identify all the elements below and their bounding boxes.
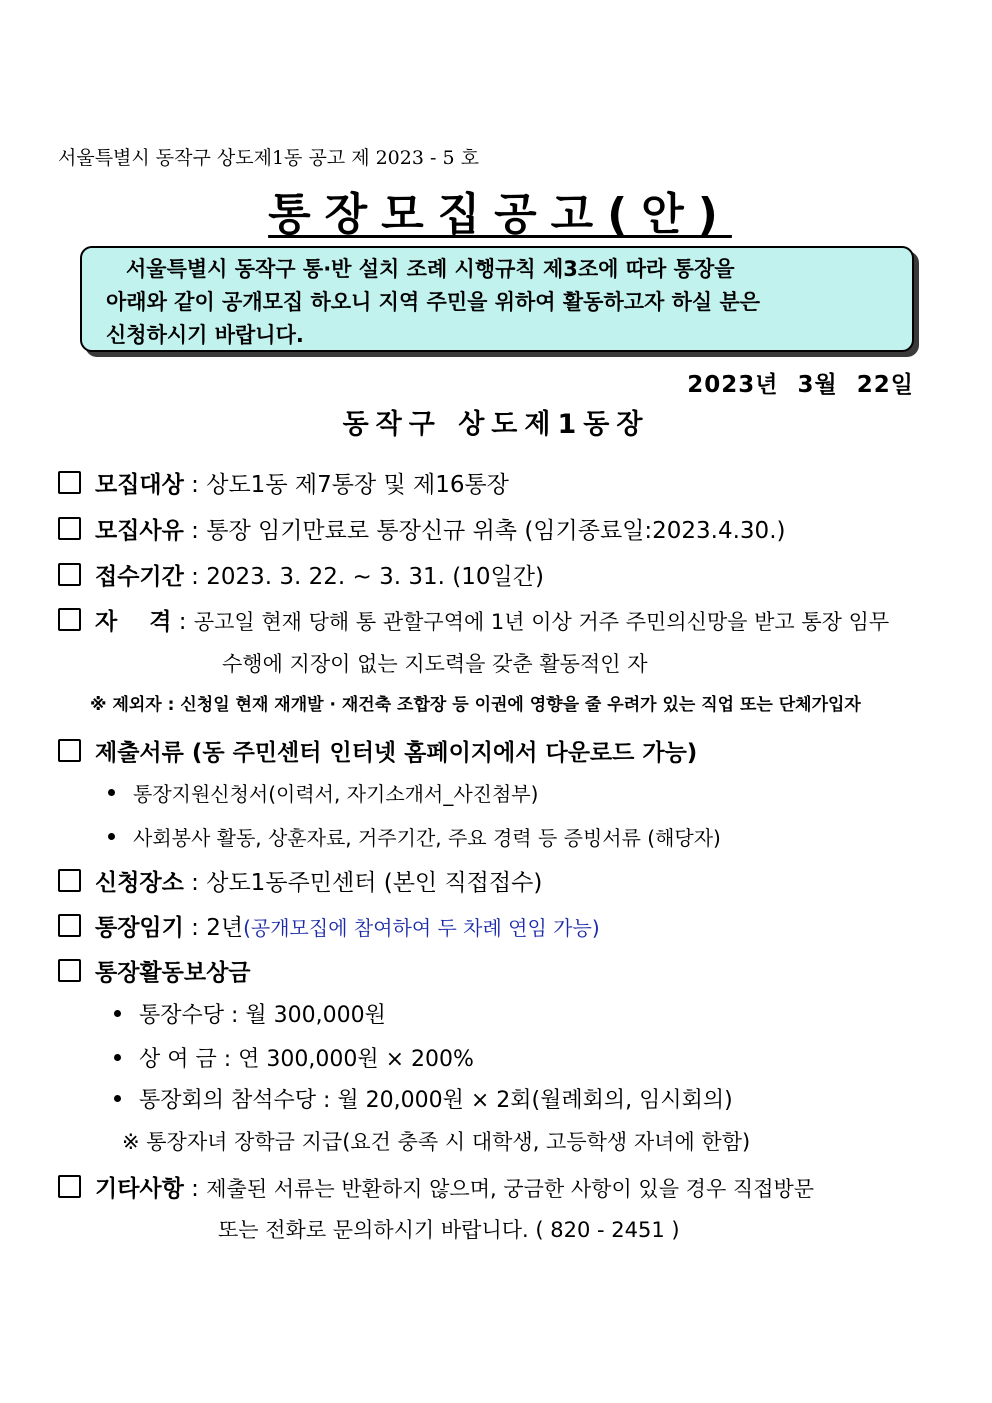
notice-date: 2023년 3월 22일 xyxy=(687,372,914,398)
intro-line-1: 서울특별시 동작구 통·반 설치 조례 시행규칙 제3조에 따라 통장을 xyxy=(126,257,735,281)
bullet-icon xyxy=(114,1095,121,1102)
list-item: 상 여 금 : 연 300,000원 × 200% xyxy=(114,1042,474,1073)
other-line-1: 제출된 서류는 반환하지 않으며, 궁금한 사항이 있을 경우 직접방문 xyxy=(206,1177,815,1201)
list-item: 사회봉사 활동, 상훈자료, 거주기간, 주요 경력 등 증빙서류 (해당자) xyxy=(108,822,721,851)
bullet-icon xyxy=(108,789,115,796)
section-label: 모집대상 xyxy=(95,472,184,498)
section-label: 자 격 xyxy=(95,609,172,635)
qualification-line-2: 수행에 지장이 없는 지도력을 갖춘 활동적인 자 xyxy=(222,652,648,676)
list-item: 통장수당 : 월 300,000원 xyxy=(114,998,386,1029)
checkbox-icon xyxy=(58,914,81,937)
checkbox-icon xyxy=(58,517,81,540)
section-label: 통장활동보상금 xyxy=(95,960,251,986)
section-place: 신청장소 : 상도1동주민센터 (본인 직접접수) xyxy=(58,864,542,897)
intro-line-2: 아래와 같이 공개모집 하오니 지역 주민을 위하여 활동하고자 하실 분은 xyxy=(106,290,761,314)
section-period: 접수기간 : 2023. 3. 22. ~ 3. 31. (10일간) xyxy=(58,558,544,591)
section-value: 2023. 3. 22. ~ 3. 31. (10일간) xyxy=(206,564,544,590)
checkbox-icon xyxy=(58,959,81,982)
section-term: 통장임기 : 2년(공개모집에 참여하여 두 차례 연임 가능) xyxy=(58,909,600,942)
issuer: 동작구 상도제1동장 xyxy=(342,409,650,440)
section-label: 기타사항 xyxy=(95,1176,184,1202)
section-label: 접수기간 xyxy=(95,564,184,590)
intro-line-3: 신청하시기 바랍니다. xyxy=(106,323,304,347)
list-item: 통장회의 참석수당 : 월 20,000원 × 2회(월례회의, 임시회의) xyxy=(114,1083,733,1114)
qualification-line-1: 공고일 현재 당해 통 관할구역에 1년 이상 거주 주민의신망을 받고 통장 임무 xyxy=(193,610,890,634)
section-documents xyxy=(58,734,697,767)
bullet-icon xyxy=(114,1054,121,1061)
notice-number: 서울특별시 동작구 상도제1동 공고 제 2023 - 5 호 xyxy=(58,147,479,169)
section-target: 모집대상 : 상도1동 제7통장 및 제16통장 xyxy=(58,466,509,499)
checkbox-icon xyxy=(58,869,81,892)
checkbox-icon xyxy=(58,739,81,762)
other-line-2: 또는 전화로 문의하시기 바랍니다. ( 820 - 2451 ) xyxy=(218,1218,680,1242)
checkbox-icon xyxy=(58,471,81,494)
section-qualification: 자 격 : 공고일 현재 당해 통 관할구역에 1년 이상 거주 주민의신망을 받고 통장 임무 xyxy=(58,603,889,636)
bullet-icon xyxy=(114,1010,121,1017)
checkbox-icon xyxy=(58,608,81,631)
checkbox-icon xyxy=(58,1175,81,1198)
section-compensation xyxy=(58,954,251,987)
page-title: 통장모집공고(안) xyxy=(268,189,732,240)
exclusion-note: ※ 제외자 : 신청일 현재 재개발 · 재건축 조합장 등 이권에 영향을 줄 우려가 있는 직업 또는 단체가입자 xyxy=(90,695,861,715)
section-value: 2년 xyxy=(206,915,244,941)
section-reason: 모집사유 : 통장 임기만료로 통장신규 위촉 (임기종료일:2023.4.30.) xyxy=(58,512,785,545)
term-note: (공개모집에 참여하여 두 차례 연임 가능) xyxy=(243,916,600,940)
list-item: 통장지원신청서(이력서, 자기소개서_사진첨부) xyxy=(108,778,538,807)
scholarship-note: ※ 통장자녀 장학금 지급(요건 충족 시 대학생, 고등학생 자녀에 한함) xyxy=(122,1130,751,1154)
intro-callout xyxy=(80,246,914,352)
section-label: 모집사유 xyxy=(95,518,184,544)
section-other: 기타사항 : 제출된 서류는 반환하지 않으며, 궁금한 사항이 있을 경우 직접방문 xyxy=(58,1170,814,1203)
section-value: 통장 임기만료로 통장신규 위촉 (임기종료일:2023.4.30.) xyxy=(206,518,786,544)
section-label: 신청장소 xyxy=(95,870,184,896)
checkbox-icon xyxy=(58,563,81,586)
section-value: 상도1동주민센터 (본인 직접접수) xyxy=(206,870,543,896)
bullet-icon xyxy=(108,833,115,840)
section-label: 제출서류 (동 주민센터 인터넷 홈페이지에서 다운로드 가능) xyxy=(95,740,698,766)
section-label: 통장임기 xyxy=(95,915,184,941)
section-value: 상도1동 제7통장 및 제16통장 xyxy=(206,472,509,498)
